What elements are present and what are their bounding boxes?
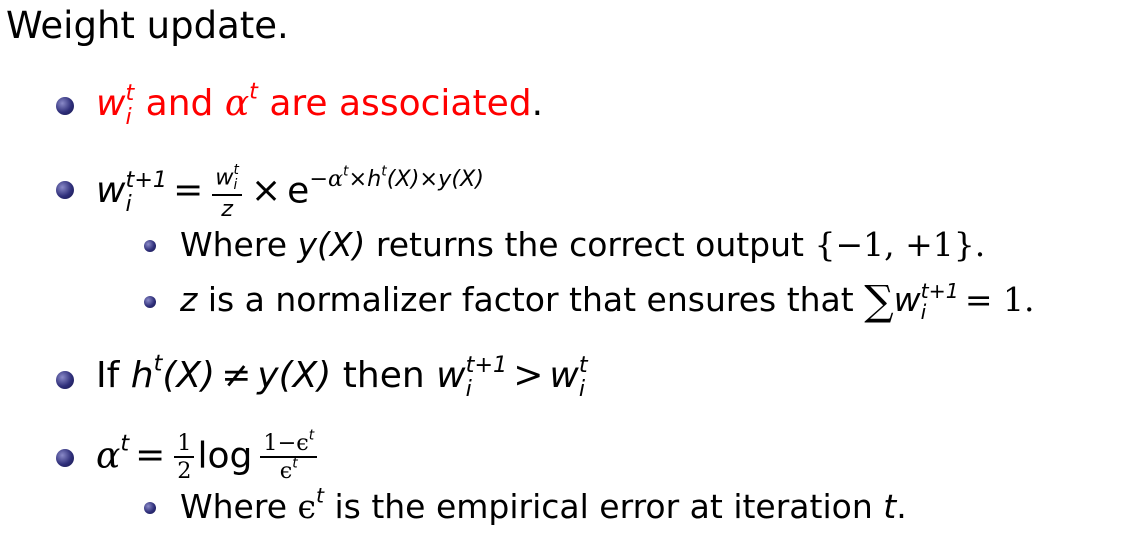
h-arg: (X): [162, 355, 216, 396]
where-text: Where: [180, 225, 298, 264]
w-current: w t i: [549, 352, 588, 402]
normalizer-text: is a normalizer factor that ensures that: [197, 280, 865, 319]
exponent: −αt×ht(X)×y(X): [309, 163, 485, 192]
bullet-marker: [56, 449, 74, 467]
period: .: [531, 83, 544, 124]
if-text: If: [96, 355, 131, 396]
y-func: y: [257, 355, 279, 396]
w-next: w t+1 i: [436, 352, 508, 402]
equals-one: = 1.: [964, 280, 1035, 319]
alpha-symbol: α: [96, 435, 121, 477]
not-equal-sign: ≠: [221, 355, 252, 396]
and-text: and: [134, 83, 225, 124]
exp-base: e: [287, 170, 310, 212]
fraction-w-over-z: w t i z: [212, 164, 242, 221]
where-text: Where: [180, 487, 298, 526]
z-var: z: [180, 280, 198, 319]
log-function: log: [197, 435, 253, 477]
y-arg: (X): [278, 355, 332, 396]
sub-bullet-marker: [144, 296, 156, 308]
bullet-alpha-formula: [96, 427, 320, 485]
h-sup: t: [153, 350, 163, 377]
w-sum-term: w t+1 i: [893, 278, 959, 324]
bullet-misclassified: [96, 350, 588, 402]
period: .: [896, 487, 907, 526]
sub-bullet-normalizer: [180, 276, 1035, 325]
sub-bullet-y-output: [180, 223, 985, 267]
times-sign: ×: [250, 170, 282, 212]
w-i-t: w t i: [96, 80, 135, 130]
sub-bullet-marker: [144, 240, 156, 252]
fraction-half: $\frac{1}{2}$: [174, 432, 194, 483]
alpha-symbol: α: [224, 83, 250, 124]
bullet-marker: [56, 371, 74, 389]
equals-sign: =: [135, 435, 166, 477]
bullet-marker: [56, 97, 74, 115]
bullet-weight-formula: [96, 164, 484, 221]
alpha-sup: t: [120, 430, 130, 457]
h-func: h: [130, 355, 154, 396]
sub-bullet-empirical-error: [180, 485, 907, 529]
associated-text: are associated: [257, 83, 532, 124]
sum-symbol: ∑: [864, 276, 894, 325]
iteration-var: t: [883, 487, 897, 526]
empirical-text: is the empirical error at iteration: [323, 487, 884, 526]
w-lhs: w t+1 i: [96, 167, 168, 217]
then-text: then: [331, 355, 437, 396]
alpha-sup: t: [249, 78, 258, 105]
y-func: y: [297, 225, 318, 264]
bullet-marker: [56, 181, 74, 199]
bullet-associated: [96, 78, 544, 130]
equals-sign: =: [173, 170, 204, 212]
fraction-error-ratio: $\frac{1-\epsilon^t}{\epsilon^t}$: [260, 432, 317, 483]
sub-bullet-marker: [144, 502, 156, 514]
y-arg: (X): [317, 225, 366, 264]
greater-than-sign: >: [513, 355, 544, 396]
epsilon-symbol: ϵ: [297, 487, 316, 526]
epsilon-sup: t: [315, 483, 324, 508]
slide-title: Weight update.: [6, 4, 289, 47]
output-set: {−1, +1}.: [814, 225, 986, 264]
returns-text: returns the correct output: [365, 225, 815, 264]
